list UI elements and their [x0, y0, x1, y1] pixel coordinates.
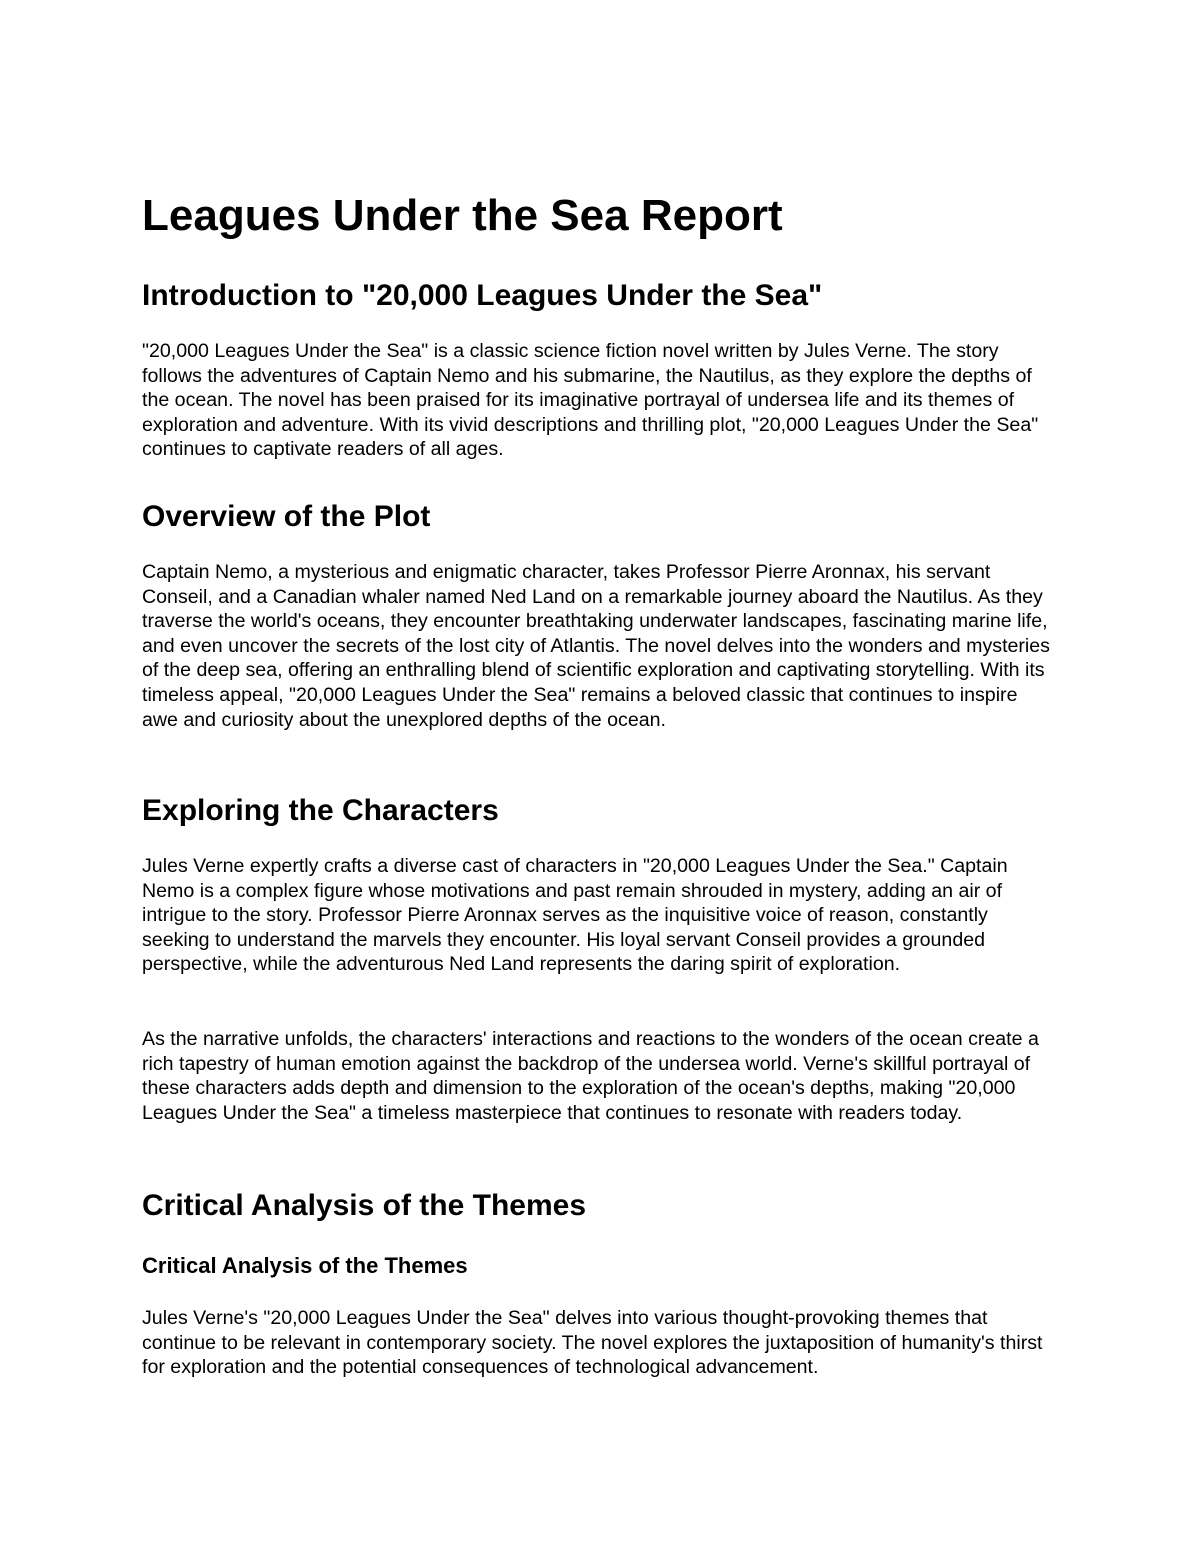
introduction-paragraph: "20,000 Leagues Under the Sea" is a classic science fiction novel written by Jules Verne. The story follows the adventures of Captain Nemo and his submarine, the Nautilus, as they explore the depths of the ocean. The novel has been praised for its imaginative portrayal of undersea life and its themes of exploration and adventure. With its vivid descriptions and thrilling plot, "20,000 Leagues Under the Sea" continues to captivate readers of all ages. — [142, 340, 1039, 461]
themes-paragraph: Jules Verne's "20,000 Leagues Under the Sea" delves into various thought-provoking themes that continue to be relevant in contemporary society. The novel explores the juxtaposition of humanity's thirst for exploration and the potential consequences of technological advancement. — [142, 1307, 1043, 1379]
plot-overview-paragraph: Captain Nemo, a mysterious and enigmatic character, takes Professor Pierre Aronnax, his servant Conseil, and a Canadian whaler named Ned Land on a remarkable journey aboard the Nautilus. As they traverse the world's oceans, they encounter breathtaking underwater landscapes, fascinating marine life, and even uncover the secrets of the lost city of Atlantis. The novel delves into the wonders and mysteries of the deep sea, offering an enthralling blend of scientific exploration and captivating storytelling. With its timeless appeal, "20,000 Leagues Under the Sea" remains a beloved classic that continues to inspire awe and curiosity about the unexplored depths of the ocean. — [142, 561, 1050, 731]
section-heading-themes: Critical Analysis of the Themes — [142, 1189, 587, 1222]
characters-paragraph-2: As the narrative unfolds, the characters' interactions and reactions to the wonders of the ocean create a rich tapestry of human emotion against the backdrop of the undersea world. Verne's skillful portrayal of these characters adds depth and dimension to the exploration of the ocean's depths, making "20,000 Leagues Under the Sea" a timeless masterpiece that continues to resonate with readers today. — [142, 1028, 1039, 1124]
section-heading-introduction: Introduction to "20,000 Leagues Under the Sea" — [142, 279, 823, 312]
section-heading-characters: Exploring the Characters — [142, 794, 499, 827]
subheading-themes: Critical Analysis of the Themes — [142, 1253, 468, 1278]
section-heading-plot-overview: Overview of the Plot — [142, 500, 431, 533]
characters-paragraph-1: Jules Verne expertly crafts a diverse cast of characters in "20,000 Leagues Under the Sea." Captain Nemo is a complex figure whose motivations and past remain shrouded in mystery, adding an air of intrigue to the story. Professor Pierre Aronnax serves as the inquisitive voice of reason, constantly seeking to understand the marvels they encounter. His loyal servant Conseil provides a grounded perspective, while the adventurous Ned Land represents the daring spirit of exploration. — [142, 855, 1008, 976]
document-title: Leagues Under the Sea Report — [142, 191, 783, 240]
